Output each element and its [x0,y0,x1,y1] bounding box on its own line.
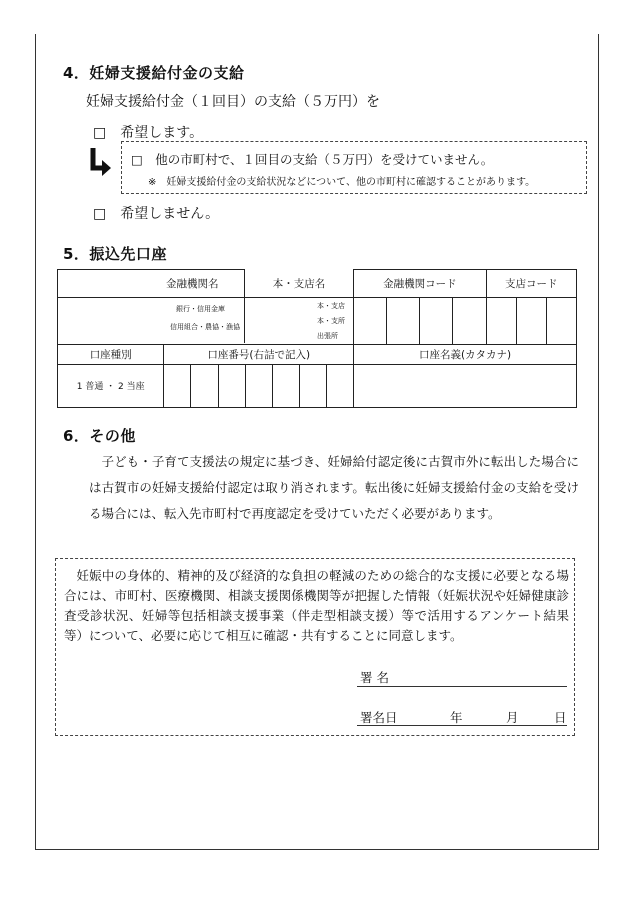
branch-code-digit-1[interactable] [486,298,516,344]
section6-text: 子ども・子育て支援法の規定に基づき、妊婦給付認定後に古賀市外に転出した場合には古賀市の妊婦支援給付認定は取り消されます。転出後に妊婦支援給付金の支給を受ける場合には、転入先市町村で再度認定を受けていただく必要があります。 [89,454,579,521]
account-type-options[interactable]: 1 普通 ・ 2 当座 [58,364,164,407]
bank-code-digit-3[interactable] [420,298,453,344]
signature-date-field[interactable] [357,725,567,726]
header-branch-name-cell [244,269,354,297]
branch-type-1: 本・支店 [317,302,345,310]
option-yes-checkbox[interactable]: □ 希望します。 [93,125,204,141]
bank-type-2: 信用組合・農協・漁協 [170,323,240,332]
account-digit-1[interactable] [164,364,191,407]
branch-type-3: 出張所 [317,332,338,340]
date-year-label: 年 [450,710,463,725]
sub-option-note: ※ 妊婦支援給付金の支給状況などについて、他の市町村に確認することがあります。 [148,177,536,188]
section5-heading: 5．振込先口座 [63,245,167,263]
branch-divider [244,297,245,343]
sub-option-checkbox[interactable]: □ 他の市町村で、１回目の支給（５万円）を受けていません。 [131,152,494,167]
option-no-checkbox[interactable]: □ 希望しません。 [93,206,220,222]
bank-code-digit-4[interactable] [453,298,486,344]
header-bank-code: 金融機関コード [354,270,486,298]
signature-date-label: 署名日 [360,710,398,725]
account-digit-6[interactable] [299,364,326,407]
branch-type-2: 本・支所 [317,317,345,325]
account-digit-2[interactable] [191,364,218,407]
header-account-number: 口座番号(右詰で記入) [164,344,354,364]
section4-heading: 4．妊婦支援給付金の支給 [63,64,245,82]
header-account-type: 口座種別 [58,344,164,364]
branch-code-digit-3[interactable] [546,298,576,344]
consent-statement [64,566,569,646]
section6-paragraph [89,449,579,527]
signature-field[interactable] [357,686,567,687]
bank-name-field[interactable] [58,298,354,344]
header-bank-name: 金融機関名 [58,270,327,298]
account-digit-7[interactable] [327,364,354,407]
bank-code-digit-1[interactable] [354,298,387,344]
date-month-label: 月 [506,710,519,725]
account-digit-3[interactable] [218,364,245,407]
section6-heading: 6．その他 [63,427,136,445]
account-digit-5[interactable] [272,364,299,407]
header-account-holder: 口座名義(カタカナ) [354,344,577,364]
header-branch-name-label: 本・支店名 [272,277,326,290]
date-day-label: 日 [554,710,567,725]
bank-type-1: 銀行・信用金庫 [176,305,225,314]
section4-lead: 妊婦支援給付金（１回目）の支給（５万円）を [86,94,380,110]
consent-text: 妊娠中の身体的、精神的及び経済的な負担の軽減のための総合的な支援に必要となる場合には、市町村、医療機関、相談支援関係機関等が把握した情報（妊娠状況や妊婦健康診査受診状況、妊婦等包括相談支援事業（伴走型相談支援）等で活用するアンケート結果等）について、必要に応じて相互に確認・共有することに同意します。 [64,568,569,643]
branch-code-digit-2[interactable] [516,298,546,344]
return-arrow-icon [89,146,113,178]
header-branch-code: 支店コード [486,270,576,298]
bank-code-digit-2[interactable] [387,298,420,344]
signature-label: 署 名 [360,670,389,685]
account-holder-field[interactable] [354,364,577,407]
account-digit-4[interactable] [245,364,272,407]
